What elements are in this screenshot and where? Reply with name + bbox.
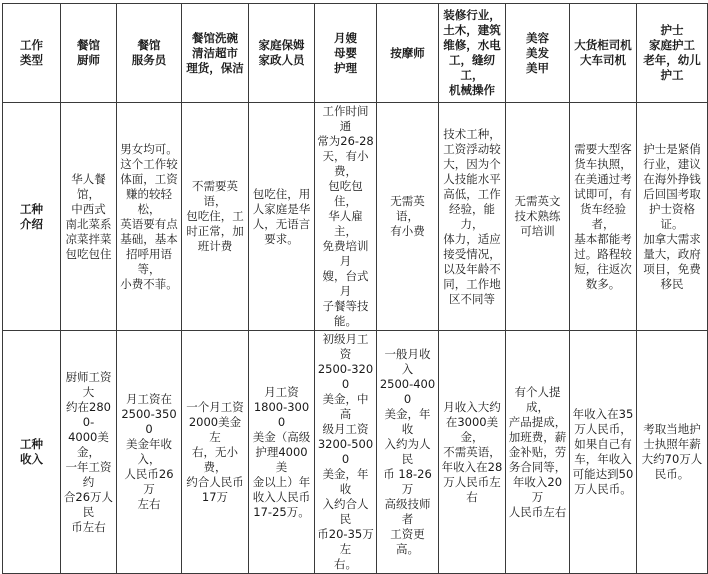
income-cell <box>439 331 506 574</box>
intro-cell <box>315 103 377 331</box>
income-cell <box>506 331 570 574</box>
intro-cell <box>377 103 439 331</box>
intro-row-label-text: 工种 介绍 <box>20 201 43 231</box>
income-cell-text: 月工资 1800-3000 美金（高级 护理4000美 金以上）年 收入人民币 17-25万。 <box>252 384 311 519</box>
header-cell-text: 月嫂 母婴 护理 <box>334 30 357 75</box>
income-cell-text: 有个人提成， 产品提成， 加班费，薪 金补贴，劳 务合同等， 年收入20万 人民币左右 <box>508 384 567 519</box>
intro-cell-text: 包吃住，用 人家庭是华 人，无语言 要求。 <box>252 186 311 246</box>
income-row-label <box>3 331 61 574</box>
header-cell-text: 餐馆 服务员 <box>131 38 167 67</box>
income-row-label-text: 工种 收入 <box>20 437 43 466</box>
header-cell-text: 按摩师 <box>390 45 425 60</box>
intro-cell <box>570 103 637 331</box>
header-row <box>3 4 708 103</box>
header-cell <box>637 4 708 103</box>
header-cell-text: 装修行业， 土木，建筑 维修，水电 工，缝纫工， 机械操作 <box>443 8 501 97</box>
intro-cell <box>439 103 506 331</box>
intro-cell <box>506 103 570 331</box>
income-cell-text: 厨师工资大 约在2800- 4000美金， 一年工资约 合26万人民 币左右 <box>63 369 114 534</box>
income-cell <box>570 331 637 574</box>
income-cell <box>61 331 117 574</box>
intro-row <box>3 103 708 331</box>
income-cell <box>117 331 182 574</box>
intro-cell-text: 无需英文 技术熟练 可培训 <box>514 194 561 238</box>
intro-row-label <box>3 103 61 331</box>
income-cell-text: 初级月工资 2500-3200 美金，中高 级月工资 3200-5000 美金，年收 入约合人民 币20-35万左 右。 <box>317 332 374 571</box>
header-work-type <box>3 4 61 103</box>
income-cell <box>315 331 377 574</box>
intro-cell <box>61 103 117 331</box>
income-cell-text: 月收入大约 在3000美金， 不需英语， 年收入在28 万人民币左 右 <box>441 399 503 504</box>
income-cell <box>377 331 439 574</box>
table-body <box>3 4 708 574</box>
intro-cell-text: 技术工种， 工资浮动较 大，因为个 人技能水平 高低，工作 经验，能力， 体力，适应 接受情况， 以及年龄不 同，工作地 区不同等 <box>443 126 501 306</box>
header-cell <box>315 4 377 103</box>
intro-cell-text: 男女均可。 这个工作较 体面，工资 赚的较轻松， 英语要有点 基础，基本 招呼用语等， 小费不菲。 <box>120 141 178 291</box>
intro-cell <box>249 103 315 331</box>
intro-cell-text: 需要大型客 货车执照， 在美通过考 试即可，有 货车经验者， 基本都能考 过。路程较 短，往返次 数多。 <box>574 141 632 291</box>
header-cell-text: 餐馆 厨师 <box>77 38 100 67</box>
intro-cell <box>637 103 708 331</box>
header-cell <box>61 4 117 103</box>
intro-cell <box>182 103 249 331</box>
header-cell <box>506 4 570 103</box>
intro-cell-text: 无需英语， 有小费 <box>390 194 425 238</box>
header-work-type-text: 工作 类型 <box>20 38 43 67</box>
header-cell-text: 大货柜司机 大车司机 <box>574 38 632 67</box>
header-cell <box>182 4 249 103</box>
header-cell <box>117 4 182 103</box>
header-cell-text: 护士 家庭护工 老年，幼儿 护工 <box>643 23 701 82</box>
intro-cell-text: 工作时间通 常为26-28 天，有小费， 包吃包住， 华人雇主， 免费培训月 嫂，台式月 子餐等技能。 <box>317 104 374 328</box>
income-cell <box>637 331 708 574</box>
job-table-container <box>2 3 706 571</box>
income-cell-text: 年收入在35 万人民币， 如果自己有 车，年收入 可能达到50 万人民币。 <box>572 407 634 496</box>
income-cell-text: 一个月工资 2000美金左 右，无小费， 约合人民币 17万 <box>186 399 244 504</box>
intro-cell-text: 不需要英语， 包吃住，工 时正常，加 班计费 <box>186 179 244 253</box>
income-cell <box>182 331 249 574</box>
income-cell <box>249 331 315 574</box>
header-cell-text: 家庭保姆 家政人员 <box>258 38 305 67</box>
intro-cell-text: 护士是紧俏 行业，建议 在海外挣钱 后回国考取 护士资格证。 加拿大需求 量大，政府 项目，免费 移民 <box>643 141 701 291</box>
income-cell-text: 一般月收入 2500-4000 美金，年收 入约为人民 币 18-26万 高级技师者 工资更高。 <box>379 347 436 556</box>
income-cell-text: 月工资在 2500-3500 美金年收入， 人民币26万 左右 <box>121 392 177 511</box>
header-cell-text: 餐馆洗碗 清洁超市 理货，保洁 <box>186 30 244 75</box>
job-comparison-table <box>2 3 708 574</box>
intro-cell-text: 华人餐馆， 中西式 南北菜系 凉菜拌菜 包吃包住 <box>65 171 112 261</box>
header-cell <box>377 4 439 103</box>
income-row <box>3 331 708 574</box>
header-cell <box>439 4 506 103</box>
header-cell <box>570 4 637 103</box>
header-cell-text: 美容 美发 美甲 <box>526 30 549 75</box>
intro-cell <box>117 103 182 331</box>
income-cell-text: 考取当地护 士执照年薪 大约70万人 民币。 <box>641 422 703 481</box>
header-cell <box>249 4 315 103</box>
